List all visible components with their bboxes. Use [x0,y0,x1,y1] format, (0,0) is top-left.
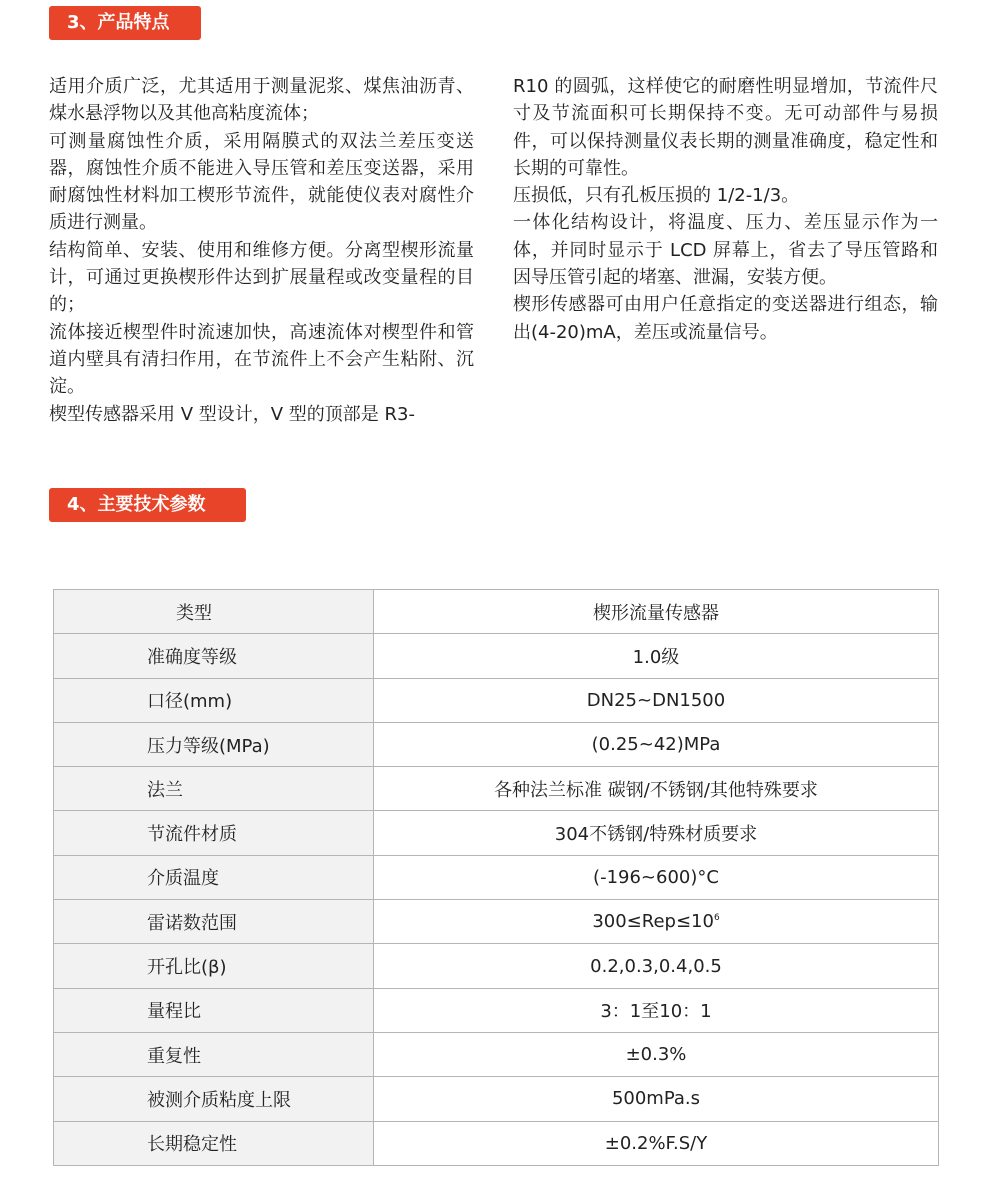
spec-value: 各种法兰标准 碳钢/不锈钢/其他特殊要求 [374,767,939,811]
feature-paragraph: 一体化结构设计，将温度、压力、差压显示作为一体，并同时显示于 LCD 屏幕上，省去了导压管路和因导压管引起的堵塞、泄漏，安装方便。 [513,212,938,289]
exponent: 6 [713,913,720,924]
table-row [54,634,939,678]
spec-key: 介质温度 [54,855,374,899]
feature-paragraph: 适用介质广泛，尤其适用于测量泥浆、煤焦油沥青、煤水悬浮物以及其他高粘度流体； [49,76,474,125]
table-row [54,590,939,634]
section-title-params: 4、主要技术参数 [49,488,246,522]
table-row [54,1032,939,1076]
table-row [54,811,939,855]
spec-value [374,900,939,944]
spec-key: 节流件材质 [54,811,374,855]
spec-value: ±0.3% [374,1032,939,1076]
features-left-column [49,73,474,428]
spec-table [53,589,939,1166]
spec-value: (-196~600)°C [374,855,939,899]
feature-paragraph: 可测量腐蚀性介质，采用隔膜式的双法兰差压变送器，腐蚀性介质不能进入导压管和差压变送器，采用耐腐蚀性材料加工楔形节流件，就能使仪表对腐性介质进行测量。 [49,130,474,234]
feature-paragraph: 楔型传感器采用 V 型设计，V 型的顶部是 R3- [49,403,415,425]
spec-value: 0.2,0.3,0.4,0.5 [374,944,939,988]
table-row [54,900,939,944]
spec-key: 口径(mm) [54,678,374,722]
spec-key: 被测介质粘度上限 [54,1077,374,1121]
spec-key: 准确度等级 [54,634,374,678]
feature-paragraph: R10 的圆弧，这样使它的耐磨性明显增加，节流件尺寸及节流面积可长期保持不变。无可动部件与易损件，可以保持测量仪表长期的测量准确度，稳定性和长期的可靠性。 [513,76,938,179]
feature-paragraph: 楔形传感器可由用户任意指定的变送器进行组态，输出(4-20)mA，差压或流量信号。 [513,294,938,343]
table-row [54,678,939,722]
spec-value: (0.25~42)MPa [374,722,939,766]
spec-value: 500mPa.s [374,1077,939,1121]
feature-paragraph: 结构简单、安装、使用和维修方便。分离型楔形流量计，可通过更换楔形件达到扩展量程或改变量程的目的； [49,239,474,316]
spec-key: 量程比 [54,988,374,1032]
spec-value: 1.0级 [374,634,939,678]
spec-value: 楔形流量传感器 [374,590,939,634]
spec-value: ±0.2%F.S/Y [374,1121,939,1165]
feature-paragraph: 流体接近楔型件时流速加快，高速流体对楔型件和管道内壁具有清扫作用，在节流件上不会产生粘附、沉淀。 [49,321,474,398]
table-row [54,855,939,899]
table-row [54,944,939,988]
spec-value: DN25~DN1500 [374,678,939,722]
spec-key: 压力等级(MPa) [54,722,374,766]
table-row [54,988,939,1032]
spec-value: 304不锈钢/特殊材质要求 [374,811,939,855]
table-row [54,1121,939,1165]
table-row [54,767,939,811]
features-right-column [513,73,938,346]
spec-key: 类型 [54,590,374,634]
table-row [54,1077,939,1121]
feature-paragraph: 压损低，只有孔板压损的 1/2-1/3。 [513,185,800,207]
spec-key: 法兰 [54,767,374,811]
reynolds-range-text: 300≤Rep≤10 [592,911,714,933]
spec-key: 长期稳定性 [54,1121,374,1165]
table-row [54,722,939,766]
spec-key: 开孔比(β) [54,944,374,988]
section-title-features: 3、产品特点 [49,6,201,40]
spec-key: 重复性 [54,1032,374,1076]
spec-value: 3：1至10：1 [374,988,939,1032]
spec-key: 雷诺数范围 [54,900,374,944]
